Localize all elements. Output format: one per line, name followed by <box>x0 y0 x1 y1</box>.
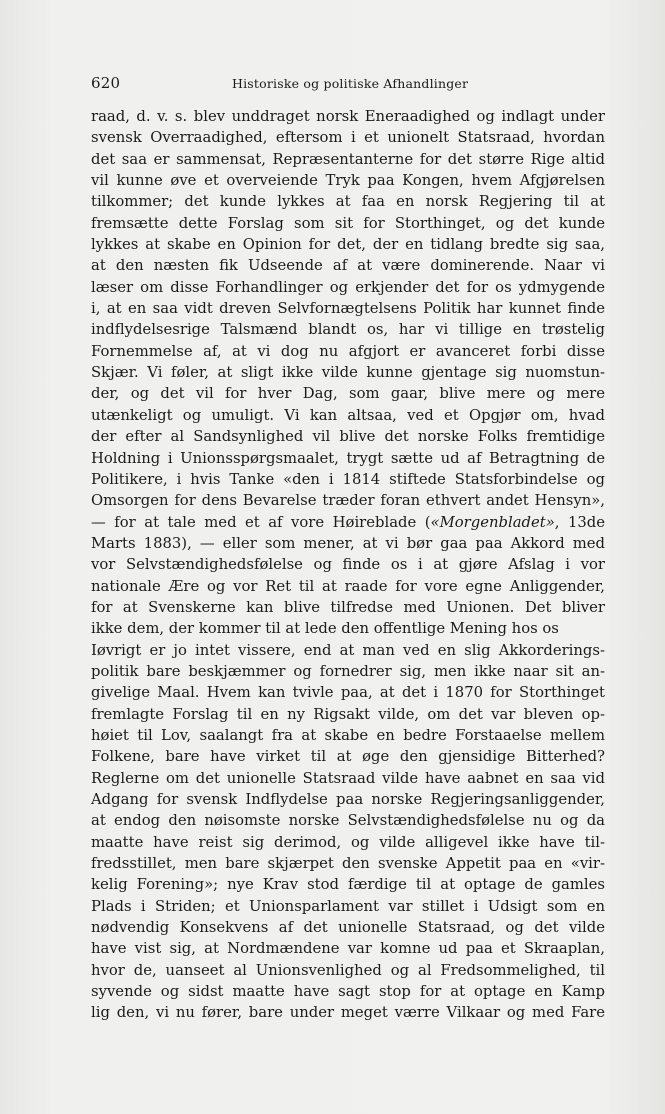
text-line: svensk Overraadighed, eftersom i et unionelt Statsraad, hvordan <box>91 129 605 147</box>
text-line: raad, d. v. s. blev unddraget norsk Eneraadighed og indlagt under <box>91 108 605 125</box>
text-line: Folkene, bare have virket til at øge den gjensidige Bitterhed? <box>91 748 605 766</box>
text-line: hvor de, uanseet al Unionsvenlighed og al Fredsommelighed, til <box>91 961 605 979</box>
text-line: fredsstillet, men bare skjærpet den svenske Appetit paa en «vir- <box>91 855 605 873</box>
text-line: fremsætte dette Forslag som sit for Storthinget, og det kunde <box>91 214 605 232</box>
text-line: Iøvrigt er jo intet vissere, end at man ved en slig Akkorderings- <box>91 641 605 659</box>
text-line: Plads i Striden; et Unionsparlament var stillet i Udsigt som en <box>91 897 605 915</box>
text-line: givelige Maal. Hvem kan tvivle paa, at det i 1870 for Storthinget <box>91 684 605 702</box>
text-line: Fornemmelse af, at vi dog nu afgjort er avanceret forbi disse <box>91 342 605 360</box>
page-number: 620 <box>91 74 121 92</box>
text-line: læser om disse Forhandlinger og erkjender det for os ydmygende <box>91 278 605 296</box>
text-line: høiet til Lov, saalangt fra at skabe en bedre Forstaaelse mellem <box>91 726 605 744</box>
text-line: der efter al Sandsynlighed vil blive det norske Folks fremtidige <box>91 428 605 446</box>
text-line: nødvendig Konsekvens af det unionelle Statsraad, og det vilde <box>91 919 605 937</box>
text-line: indflydelsesrige Talsmænd blandt os, har vi tillige en trøstelig <box>91 321 605 339</box>
newspaper-title: «Morgenbladet» <box>430 513 555 531</box>
text-line: der, og det vil for hver Dag, som gaar, blive mere og mere <box>91 385 605 403</box>
text-line: vor Selvstændighedsfølelse og finde os i at gjøre Afslag i vor <box>91 556 605 574</box>
text-line: Omsorgen for dens Bevarelse træder foran ethvert andet Hensyn», <box>91 492 605 510</box>
text-line: Skjær. Vi føler, at sligt ikke vilde kunne gjentage sig nuomstun- <box>91 364 605 382</box>
text-line: fremlagte Forslag til en ny Rigsakt vilde, om det var bleven op- <box>91 705 605 723</box>
text-line: vil kunne øve et overveiende Tryk paa Kongen, hvem Afgjørelsen <box>91 172 605 190</box>
text-line: utænkeligt og umuligt. Vi kan altsaa, ved et Opgjør om, hvad <box>91 406 605 424</box>
text-line: syvende og sidst maatte have sagt stop for at optage en Kamp <box>91 983 605 1001</box>
text-line: politik bare beskjæmmer og fornedrer sig, men ikke naar sit an- <box>91 662 605 680</box>
text-line: — for at tale med et af vore Høireblade («Morgenbladet», 13de <box>91 513 606 531</box>
text-line: nationale Ære og vor Ret til at raade for vore egne Anliggender, <box>91 577 605 595</box>
text-line: at endog den nøisomste norske Selvstændighedsfølelse nu og da <box>91 812 605 830</box>
text-line: Marts 1883), — eller som mener, at vi bør gaa paa Akkord med <box>91 534 605 552</box>
body-text <box>91 106 605 1024</box>
text-line: kelig Forening»; nye Krav stod færdige til at optage de gamles <box>91 876 605 894</box>
text-line: i, at en saa vidt dreven Selvfornægtelsens Politik har kunnet finde <box>91 300 605 318</box>
text-line: Holdning i Unionsspørgsmaalet, trygt sætte ud af Betragtning de <box>91 449 605 467</box>
text-line: maatte have reist sig derimod, og vilde alligevel ikke have til- <box>91 833 605 851</box>
text-line: have vist sig, at Nordmændene var komne ud paa et Skraaplan, <box>91 940 605 958</box>
running-title: Historiske og politiske Afhandlinger <box>232 76 469 91</box>
text-line: lig den, vi nu fører, bare under meget værre Vilkaar og med Fare <box>91 1004 605 1022</box>
text-line: ikke dem, der kommer til at lede den offentlige Mening hos os <box>91 620 559 638</box>
text-line: lykkes at skabe en Opinion for det, der en tidlang bredte sig saa, <box>91 236 605 254</box>
page-header <box>91 74 611 94</box>
text-line: Politikere, i hvis Tanke «den i 1814 stiftede Statsforbindelse og <box>91 470 605 488</box>
text-line: Adgang for svensk Indflydelse paa norske Regjeringsanliggender, <box>91 791 605 808</box>
text-line: tilkommer; det kunde lykkes at faa en norsk Regjering til at <box>91 193 605 211</box>
text-line: det saa er sammensat, Repræsentanterne for det større Rige altid <box>91 150 605 168</box>
text-line: Reglerne om det unionelle Statsraad vilde have aabnet en saa vid <box>91 769 605 787</box>
text-line: for at Svenskerne kan blive tilfredse med Unionen. Det bliver <box>91 598 605 616</box>
text-line: at den næsten fik Udseende af at være dominerende. Naar vi <box>91 257 605 275</box>
